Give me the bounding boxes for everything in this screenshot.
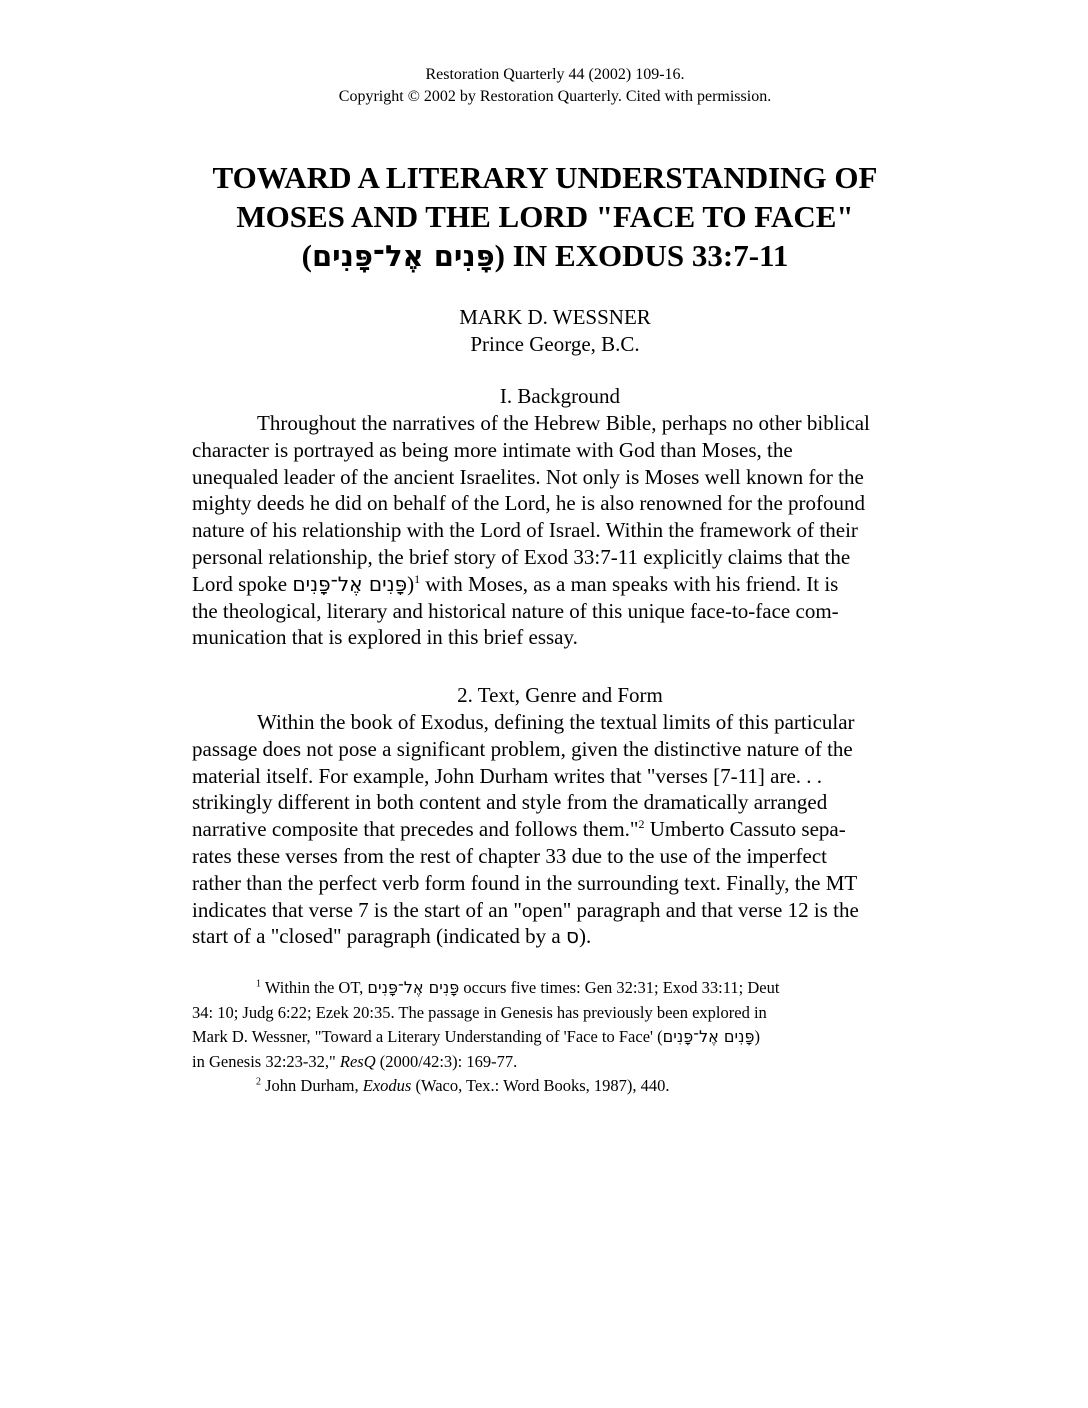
text-segment: Umberto Cassuto sepa- bbox=[644, 817, 846, 842]
text-segment: with Moses, as a man speaks with his friend. It is bbox=[420, 571, 839, 596]
footnote-1-line: 34: 10; Judg 6:22; Ezek 20:35. The passage in Genesis has previously been explored in bbox=[192, 1002, 767, 1022]
author-name: MARK D. WESSNER bbox=[459, 305, 651, 329]
text-segment: narrative composite that precedes and follows them." bbox=[192, 817, 639, 842]
hebrew-phrase: פָּנִים אֶל־פָּנִים bbox=[292, 571, 408, 596]
footnotes bbox=[192, 976, 932, 1099]
text-line: Throughout the narratives of the Hebrew Bible, perhaps no other biblical bbox=[257, 411, 870, 435]
text-line: munication that is explored in this brief essay. bbox=[192, 625, 578, 650]
section-heading-background: I. Background bbox=[499, 384, 621, 408]
section-heading-text-genre-form: 2. Text, Genre and Form bbox=[457, 683, 663, 707]
copyright-line: Copyright © 2002 by Restoration Quarterly. Cited with permission. bbox=[338, 88, 772, 105]
text-segment: Within the OT, bbox=[261, 978, 368, 997]
text-line: rates these verses from the rest of chapter 33 due to the use of the imperfect bbox=[192, 843, 828, 868]
text-line: material itself. For example, John Durham writes that "verses [7-11] are. . . bbox=[192, 763, 823, 788]
text-line: passage does not pose a significant problem, given the distinctive nature of the bbox=[192, 736, 853, 761]
text-segment: Mark D. Wessner, "Toward a Literary Understanding of 'Face to Face' ( bbox=[192, 1027, 663, 1046]
text-segment: ) bbox=[407, 571, 415, 596]
hebrew-phrase: פָּנִים אֶל־פָּנִים bbox=[367, 978, 460, 997]
text-line: rather than the perfect verb form found in the surrounding text. Finally, the MT bbox=[192, 870, 858, 895]
author-location: Prince George, B.C. bbox=[470, 332, 640, 356]
title-hebrew-phrase: פָּנִים אֶל־פָּנִים bbox=[311, 239, 495, 273]
journal-abbrev: ResQ bbox=[339, 1051, 376, 1071]
text-segment: in Genesis 32:23-32," bbox=[192, 1051, 340, 1071]
text-line: strikingly different in both content and style from the dramatically arranged bbox=[192, 790, 828, 815]
text-line: indicates that verse 7 is the start of an "open" paragraph and that verse 12 is the bbox=[192, 897, 859, 922]
footnote-number: 2 bbox=[256, 1076, 261, 1088]
text-line: unequaled leader of the ancient Israelites. Not only is Moses well known for the bbox=[192, 464, 864, 489]
text-segment: start of a "closed" paragraph (indicated by a bbox=[192, 924, 566, 949]
footnote-ref-1[interactable]: 1 bbox=[414, 571, 421, 586]
text-line: the theological, literary and historical nature of this unique face-to-face com- bbox=[192, 598, 839, 623]
text-line: mighty deeds he did on behalf of the Lord, he is also renowned for the profound bbox=[192, 491, 865, 516]
text-segment: (Waco, Tex.: Word Books, 1987), 440. bbox=[411, 1076, 670, 1095]
text-segment: ). bbox=[578, 924, 592, 949]
journal-header bbox=[190, 64, 920, 108]
article-title bbox=[150, 158, 940, 276]
footnote-1 bbox=[192, 976, 932, 1001]
text-segment: (2000/42:3): 169-77. bbox=[375, 1051, 518, 1071]
text-line bbox=[192, 923, 932, 950]
title-line-2: MOSES AND THE LORD "FACE TO FACE" bbox=[236, 199, 854, 234]
text-line: nature of his relationship with the Lord of Israel. Within the framework of their bbox=[192, 518, 858, 543]
footnote-2 bbox=[192, 1074, 932, 1099]
footnote-1-line bbox=[192, 1050, 932, 1075]
text-line bbox=[192, 571, 932, 598]
book-title: Exodus bbox=[362, 1076, 412, 1095]
text-line: personal relationship, the brief story of Exod 33:7-11 explicitly claims that the bbox=[192, 544, 851, 569]
title-line-3-rest: ) IN EXODUS 33:7-11 bbox=[494, 238, 789, 273]
author-block bbox=[190, 304, 920, 358]
hebrew-letter-samekh: ס bbox=[566, 924, 579, 949]
text-line: character is portrayed as being more intimate with God than Moses, the bbox=[192, 437, 793, 462]
text-segment: occurs five times: Gen 32:31; Exod 33:11; Deut bbox=[459, 978, 780, 997]
hebrew-phrase: פָּנִים אֶל־פָּנִים bbox=[662, 1027, 755, 1046]
text-segment: John Durham, bbox=[261, 1076, 363, 1095]
paragraph-background bbox=[192, 410, 932, 651]
text-line bbox=[192, 816, 932, 843]
text-segment: ) bbox=[754, 1027, 760, 1046]
footnote-number: 1 bbox=[256, 978, 261, 990]
footnote-1-line bbox=[192, 1025, 932, 1050]
citation-line: Restoration Quarterly 44 (2002) 109-16. bbox=[425, 66, 685, 83]
title-line-3 bbox=[150, 236, 940, 276]
paragraph-text-genre-form bbox=[192, 709, 932, 950]
title-line-1: TOWARD A LITERARY UNDERSTANDING OF bbox=[212, 160, 878, 195]
text-segment: Lord spoke bbox=[192, 571, 293, 596]
title-paren-open: ( bbox=[301, 238, 312, 273]
footnote-ref-2[interactable]: 2 bbox=[638, 817, 645, 832]
text-line: Within the book of Exodus, defining the textual limits of this particular bbox=[257, 710, 855, 734]
